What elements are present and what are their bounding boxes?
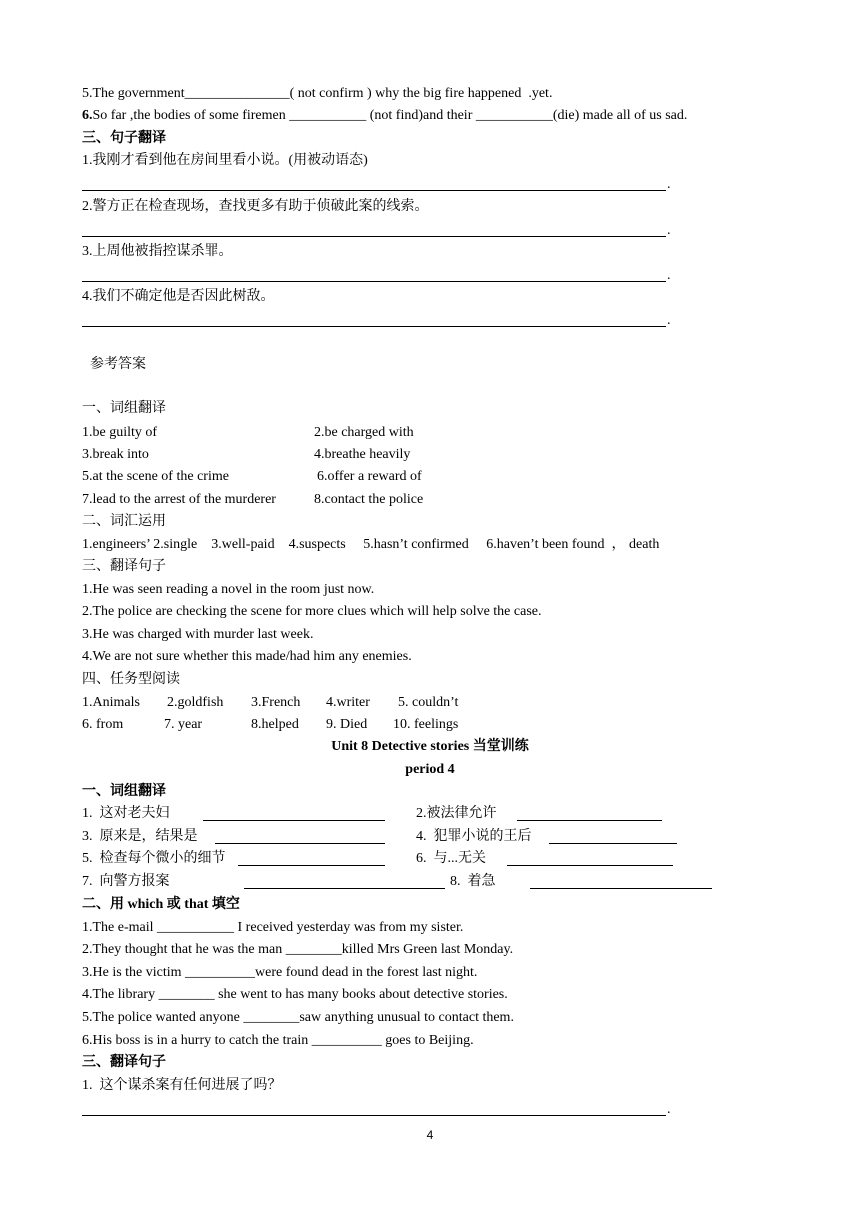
translation-item-1: 1.我刚才看到他在房间里看小说。(用被动语态) [82,153,368,168]
phrase-item: 7. 向警方报案 [82,874,170,889]
answer-phrase: 4.breathe heavily [314,447,411,462]
fill-item: 6.His boss is in a hurry to catch the train __________ goes to Beijing. [82,1033,474,1048]
answer-line-3 [82,281,666,282]
answer-phrase: 3.break into [82,447,149,462]
answer-line-end-4: . [667,313,671,328]
section-heading-translate: 三、翻译句子 [82,1055,166,1070]
unit-title: Unit 8 Detective stories 当堂训练 [331,739,529,754]
exercise-q6 [82,107,687,125]
page-number: 4 [426,1128,434,1142]
phrase-item: 2.被法律允许 [416,806,497,821]
answer-sentence: 3.He was charged with murder last week. [82,627,314,642]
reading-answer: 3.French [251,695,301,710]
answer-line-2 [82,236,666,237]
answer-line-1 [82,190,666,191]
answer-phrase: 1.be guilty of [82,425,158,440]
answers-s1-heading: 一、词组翻译 [82,401,166,416]
section-heading-sentence-translation: 三、句子翻译 [82,131,166,146]
blank-line [238,851,385,866]
answer-phrase: 5.at the scene of the crime [82,469,229,484]
answer-line-end-2: . [667,223,671,238]
translation-item-4: 4.我们不确定他是否因此树敌。 [82,289,275,304]
phrase-item: 6. 与...无关 [416,851,486,866]
section-heading-phrases: 一、词组翻译 [82,784,166,799]
fill-item: 2.They thought that he was the man ________killed Mrs Green last Monday. [82,942,514,957]
translation-item-3: 3.上周他被指控谋杀罪。 [82,244,233,259]
fill-item: 1.The e-mail ___________ I received yesterday was from my sister. [82,920,464,935]
unit-subtitle: period 4 [405,762,455,777]
answer-line-end-1: . [667,177,671,192]
answer-phrase: 2.be charged with [314,425,414,440]
blank-line [517,806,662,821]
translation-item-2: 2.警方正在检查现场，查找更多有助于侦破此案的线索。 [82,199,429,214]
reading-answer: 7. year [164,717,203,732]
answers-title: 参考答案 [90,357,146,372]
section-heading-which-that: 二、用 which 或 that 填空 [82,897,240,912]
phrase-item: 1. 这对老夫妇 [82,806,170,821]
phrase-item: 8. 着急 [450,874,496,889]
answer-phrase: 7.lead to the arrest of the murderer [82,492,276,507]
exercise-q5: 5.The government_______________( not confirm ) why the big fire happened .yet. [82,86,553,101]
reading-answer: 9. Died [326,717,368,732]
answer-line-4 [82,326,666,327]
q6-number: 6. [82,108,93,123]
reading-answer: 1.Animals [82,695,140,710]
answer-line-end-5: . [667,1102,671,1117]
answer-line-end-3: . [667,268,671,283]
phrase-item: 5. 检查每个微小的细节 [82,851,226,866]
fill-item: 5.The police wanted anyone ________saw anything unusual to contact them. [82,1010,514,1025]
phrase-item: 3. 原来是，结果是 [82,829,198,844]
phrase-item: 4. 犯罪小说的王后 [416,829,532,844]
answer-line-5 [82,1115,666,1116]
answers-s2-line: 1.engineers’ 2.single 3.well-paid 4.suspects 5.hasn’t confirmed 6.haven’t been found ， death [82,537,660,552]
blank-line [549,829,677,844]
blank-line [244,874,445,889]
fill-item: 3.He is the victim __________were found dead in the forest last night. [82,965,478,980]
translate-item-1: 1. 这个谋杀案有任何进展了吗？ [82,1078,282,1093]
blank-line [215,829,385,844]
answer-phrase: 6.offer a reward of [317,469,422,484]
q6-text: So far ,the bodies of some firemen ___________ (not find)and their ___________(die) made all of us sad. [92,108,688,123]
reading-answer: 4.writer [326,695,370,710]
answers-s3-heading: 三、翻译句子 [82,559,166,574]
blank-line [507,851,673,866]
answer-sentence: 1.He was seen reading a novel in the room just now. [82,582,375,597]
answer-sentence: 2.The police are checking the scene for more clues which will help solve the case. [82,604,542,619]
answer-sentence: 4.We are not sure whether this made/had him any enemies. [82,649,412,664]
reading-answer: 10. feelings [393,717,459,732]
reading-answer: 5. couldn’t [398,695,459,710]
answer-phrase: 8.contact the police [314,492,424,507]
blank-line [530,874,712,889]
reading-answer: 6. from [82,717,124,732]
reading-answer: 8.helped [251,717,299,732]
answers-s2-heading: 二、词汇运用 [82,514,166,529]
blank-line [203,806,385,821]
reading-answer: 2.goldfish [167,695,224,710]
answers-s4-heading: 四、任务型阅读 [82,672,180,687]
fill-item: 4.The library ________ she went to has many books about detective stories. [82,987,508,1002]
